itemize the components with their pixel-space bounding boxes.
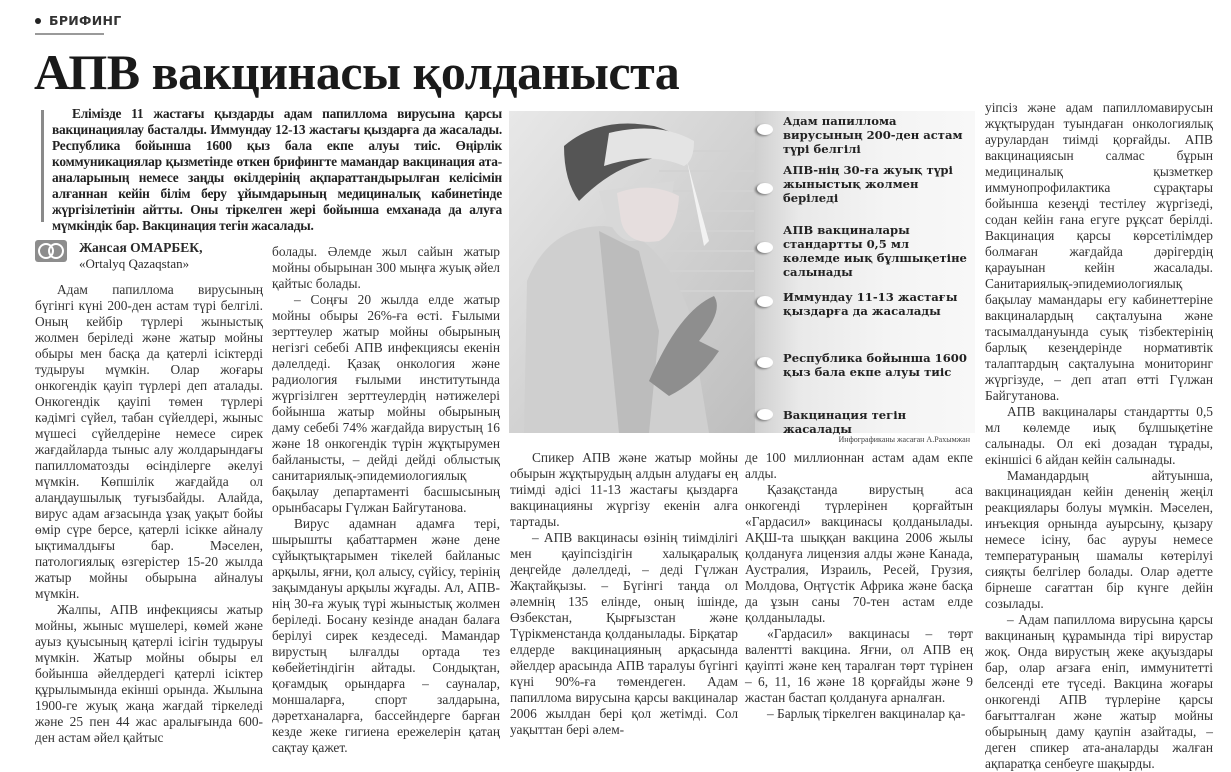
bullet-dot-icon: [35, 18, 41, 24]
section-tag: [35, 13, 122, 28]
article-column-3: [510, 450, 738, 738]
article-paragraph: Адам папиллома вирусының бүгінгі күні 200-ден астам түрі белгілі. Оның кейбір түрлері жыныстық жолмен беріледі және жатыр мойны обыры мен басқа да қатерлі ісіктерді тудыруы мүмкін. Олар жоғары онкогендік қауіп түрлері деп аталады. Онкогендік қауіпі төмен түрлері кәдімгі сүйел, табан сүйелдері, жыныс мүшесі сүйелдеріне немесе сирек жағдайларда тыныс алу жолдарындағы папилломатозды өсінділерге әкелуі мүмкін. Көпшілік жағдайда ол алаңдаушылық туғызбайды. Алайда, вирус адам ағзасында ұзақ уақыт бойы өмір сүре берсе, қатерлі ісікке айналу ықтималдығы бар. Мәселен, патологиялық өзгерістер 15-20 жылда жатыр мойны обырына айналуы мүмкін.: [35, 282, 263, 601]
article-paragraph: Вирус адамнан адамға тері, шырышты қабаттармен және дене сұйықтықтарымен тікелей байланыс арқылы, яғни, қол алысу, сүйісу, терінің зақымдануы арқылы жұғады. Ал, АПВ-нің 30-ға жуық түрі жыныстық жолмен беріледі. Босану кезінде анадан балаға берілуі сирек кездеседі. Мамандар вирустың ылғалды ортада тез көбейетіндігін айтады. Сондықтан, қоғамдық орындарға – сауналар, моншаларға, спорт залдарына, дәретханаларға, бассейндерге барған кезде жеке гигиена ережелерін қатаң сақтау қажет.: [272, 516, 500, 755]
article-column-2: [272, 244, 500, 756]
infographic-panel: [755, 111, 975, 436]
article-paragraph: – Соңғы 20 жылда елде жатыр мойны обыры 26%-ға өсті. Ғылыми зерттеулер жатыр мойны обырының негізгі себебі АПВ инфекциясы екенін дәлелдеді. Қазақ онкология және радиология ғылыми институтында жүргізілген зерттеулердің нәтижелері бойынша жатыр мойны обырының даму себебі 74% жағдайда вирустың 16 және 18 онкогендік түрін жұқтырумен байланысты, – дейді дейді облыстық санитариялық-эпидемиологиялық бақылау департаменті басшысының орынбасары Гүлжан Байгутанова.: [272, 292, 500, 515]
infographic-item: [783, 114, 969, 156]
article-paragraph: – Барлық тіркелген вакциналар қа-: [767, 706, 966, 721]
article-column-1: [35, 282, 263, 746]
infographic-credit: Инфографиканы жасаған А.Рахымжан: [838, 435, 970, 444]
bullet-icon: [757, 409, 773, 420]
lead-rule: [41, 110, 44, 222]
bullet-icon: [757, 242, 773, 253]
infographic-item-text: Вакцинация тегін жасалады: [783, 408, 907, 436]
lead-paragraph: Елімізде 11 жастағы қыздарды адам папиллома вирусына қарсы вакцинациялау басталды. Иммундау 12-13 жастағы қыздарға да жасалады. Республика бойынша 1600 қыз бала екпе алуы тиіс. Өңірлік коммуникациялар қызметінде өткен брифингте мамандар вакцинация ата-аналарының немесе заңды өкілдерінің ақпараттандырылған келісімін алғаннан кейін білім беру ұйымдарының медициналық кабинетінде жүргізілетінін айтты. Оны тіркелген жері бойынша емханада да алуға мүмкіндік бар. Вакцинация тегін жасалады.: [52, 106, 502, 233]
article-paragraph: Қазақстанда вирустың аса онкогенді түрлерінен қорғайтын «Гардасил» вакцинасы қолданылады. АҚШ-та шыққан вакцина 2006 жылы қолдануға лицензия алды және Канада, Аустралия, Израиль, Ресей, Грузия, Молдова, Оңтүстік Африка және басқа да ұзын саны 70-тен астам елде қолданылады.: [745, 482, 973, 625]
infographic-item-text: АПВ вакциналары стандартты 0,5 мл көлемде иық бұлшықетіне салынады: [783, 223, 967, 279]
article-paragraph: Спикер АПВ және жатыр мойны обырын жұқтырудың алдын алудағы ең тиімді әдісі 11-13 жастағы қыздарға вакцинацияны жүргізу екенін алға тартады.: [510, 450, 738, 529]
article-paragraph: де 100 миллионнан астам адам екпе алды.: [745, 450, 973, 481]
bullet-icon: [757, 183, 773, 194]
newspaper-logo-icon: [35, 240, 67, 262]
headline: АПВ вакцинасы қолданыста: [34, 44, 680, 100]
section-label: БРИФИНГ: [49, 13, 122, 28]
article-paragraph: болады. Әлемде жыл сайын жатыр мойны обырынан 300 мыңға жуық әйел қайтыс болады.: [272, 244, 500, 291]
byline: [35, 240, 202, 272]
article-column-4: [745, 450, 973, 722]
article-paragraph: Мамандардың айтуынша, вакцинациядан кейін дененің жеңіл реакциялары болуы мүмкін. Мәселен, инъекция орнында ауырсыну, қызару немесе ісіну, бас ауруы немесе температураның шамалы көтерілуі сияқты белгілер болады. Олар әдетте бірнеше сағаттан бір күнге дейін созылады.: [985, 468, 1213, 611]
infographic-item: [783, 290, 969, 318]
bullet-icon: [757, 296, 773, 307]
infographic-item-text: АПВ-нің 30-ға жуық түрі жыныстық жолмен беріледі: [783, 163, 953, 205]
article-paragraph: – Адам папиллома вирусына қарсы вакцинаның құрамында тірі вирустар жоқ. Онда вирустың жеке ақуыздары бар, олар ағзаға еніп, иммунитетті белсенді ете түседі. Вакцина жоғары онкогенді АПВ түрлеріне қарсы бағытталған және жатыр мойны обырының даму қаупін азайтады, – деген спикер ата-аналарды жалған ақпаратқа сенбеуге шақырды.: [985, 612, 1213, 771]
infographic-item: [783, 408, 969, 436]
article-column-5: [985, 100, 1213, 772]
infographic-item-text: Адам папиллома вирусының 200-ден астам түрі белгілі: [783, 114, 963, 156]
infographic-item: [783, 223, 969, 279]
infographic-item-text: Иммундау 11-13 жастағы қыздарға да жасалады: [783, 290, 958, 318]
article-paragraph: – АПВ вакцинасы өзінің тиімділігі мен қауіпсіздігін халықаралық деңгейде дәлелдеді, – деді Гүлжан Жақтайқызы. – Бүгінгі таңда ол әлемнің 135 елінде, оның ішінде, Өзбекстан, Қырғызстан және Түрікменстанда қолданылады. Бірқатар елдерде вакцинацияның арқасында әйелдер арасында АПВ таралуы бүгінгі күні 90%-ға төмендеген. Адам папиллома вирусына қарсы вакциналар 2006 жылдан бері қол жетімді. Сол уақыттан бері әлем-: [510, 530, 738, 737]
bullet-icon: [757, 357, 773, 368]
article-paragraph: уіпсіз және адам папилломавирусын жұқтырудан туындаған онкологиялық аурулардан тиімді қорғайды. АПВ вакцинациясын салмас бұрын медициналық қызметкер иммунопрофилактика сұрақтары бойынша кезеңді тестілеу жүргізеді, содан кейін ғана егуге рұқсат берілді. Вакцинация қарсы көрсетілімдер болмаған жағдайда дәрігердің қарауынан кейін жасалады. Санитариялық-эпидемиологиялық бақылау мамандары егу кабинеттеріне вакциналардың сақталуына және тасымалдануында суық тізбектерінің барлық кезеңдерінде нормативтік талаптардың сақталуына мониторинг жүргізуде, – деп атап өтті Гүлжан Байгутанова.: [985, 100, 1213, 403]
infographic-item: [783, 163, 969, 205]
nurse-photo: [509, 111, 765, 433]
author-name: Жансая ОМАРБЕК,: [79, 240, 203, 255]
infographic-item-text: Республика бойынша 1600 қыз бала екпе алуы тиіс: [783, 351, 967, 379]
article-paragraph: АПВ вакциналары стандартты 0,5 мл көлемде иық бұлшықетіне салынады. Ол екі дозадан тұрады, екіншісі 6 айдан кейін салынады.: [985, 404, 1213, 467]
article-paragraph: Жалпы, АПВ инфекциясы жатыр мойны, жыныс мүшелері, көмей және ауыз қуысының қатерлі ісігін тудыруы мүмкін. Жатыр мойны обыры ел бойынша әйелдердегі қатерлі ісіктер құрылымында екінші орында. Жылына 1900-ге жуық жаңа жағдай тіркеледі және 25 пен 44 жас аралығында 600-ден астам әйел қайтыс: [35, 602, 263, 745]
section-underline: [35, 33, 104, 35]
infographic-item: [783, 351, 969, 379]
bullet-icon: [757, 124, 773, 135]
article-paragraph: «Гардасил» вакцинасы – төрт валентті вакцина. Яғни, ол АПВ ең қауіпті және кең таралған төрт түрінен – 6, 11, 16 және 18 қорғайды және 9 жастан бастап қолдануға арналған.: [745, 626, 973, 705]
author-org: «Ortalyq Qazaqstan»: [79, 256, 190, 271]
